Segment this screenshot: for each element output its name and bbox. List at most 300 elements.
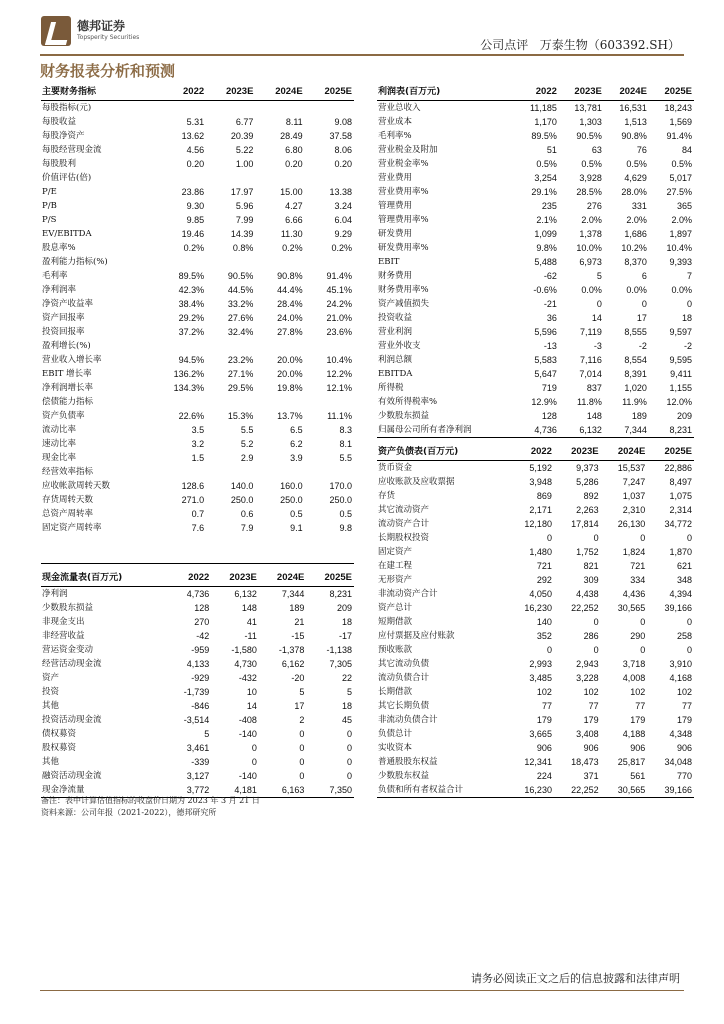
year-header: 2024E [255,84,304,101]
cell-value: 5,596 [534,327,557,337]
cell-value: 8,231 [329,589,352,599]
cell-value: 0 [686,617,692,627]
cell-value: 837 [586,383,602,393]
row-label: 长期借款 [378,687,413,697]
cell-value: 11.9% [622,397,647,407]
table-row [41,325,354,339]
cell-value: 3,910 [669,659,692,669]
row-label: 每股股利 [42,159,77,169]
cell-value: 7.99 [235,215,254,225]
cell-value: 4,436 [622,589,646,599]
cell-value: 0.6 [240,509,254,519]
table-row [41,549,354,564]
cell-value [206,465,255,479]
cell-value: 77 [681,701,692,711]
cell-value: 3.2 [191,439,205,449]
cell-value: 292 [536,575,552,585]
table-row [377,199,694,213]
cell-value: -1,739 [183,687,210,697]
table-row [41,297,354,311]
row-label: 营业外收支 [378,341,421,351]
cell-value [305,171,354,185]
row-label: 现金净流量 [41,783,167,798]
cell-value: 4,133 [186,659,210,669]
cell-value: 160.0 [280,481,303,491]
cell-value: 77 [541,701,552,711]
cell-value: 1,037 [622,491,646,501]
cell-value: 3,772 [167,783,212,798]
cell-value: 5.31 [186,117,205,127]
table-row [377,727,694,741]
cell-value: 102 [630,687,646,697]
cell-value: 136.2% [173,369,205,379]
cell-value: 29.5% [227,383,254,393]
cell-value: 1,170 [534,117,557,127]
cell-value: 12.9% [531,397,557,407]
row-label: 经营活动现金流 [42,659,102,669]
row-label: 净资产收益率 [42,299,94,309]
table-row [41,143,354,157]
cell-value: 10.2% [621,243,647,253]
cell-value: 39,166 [647,783,694,798]
cell-value: 209 [336,603,352,613]
row-label: 毛利率% [378,131,412,141]
cell-value [152,101,206,116]
cell-value: 290 [630,631,646,641]
cell-value: 33.2% [227,299,254,309]
cell-value: 34,772 [664,519,692,529]
cell-value: 1,020 [624,383,647,393]
cell-value: 23.2% [227,355,254,365]
row-label: EBIT [378,257,400,267]
table-row [377,517,694,531]
cell-value: 0.0% [626,285,647,295]
cell-value: 0 [640,645,646,655]
cell-value: 0.5% [626,159,647,169]
cell-value: -11 [244,631,257,641]
cell-value: 179 [676,715,692,725]
table-row [41,423,354,437]
cell-value [152,255,206,269]
row-label: 研发费用 [378,229,413,239]
table-row [377,629,694,643]
cell-value: 0 [593,533,599,543]
cell-value: 76 [636,145,647,155]
cell-value: 23.6% [326,327,352,337]
cell-value: 0 [299,729,305,739]
row-label: 流动负债合计 [378,673,430,683]
row-label: 投资收益 [378,313,413,323]
cell-value: 0 [640,533,646,543]
cell-value: 4,736 [186,589,210,599]
year-header: 2022 [167,570,212,587]
cell-value: 10.4% [666,243,692,253]
table-row [377,461,694,476]
cell-value: 0.2% [183,243,205,253]
cell-value: 102 [583,687,599,697]
cell-value: 22 [341,673,352,683]
row-label: 财务费用率% [378,285,429,295]
cell-value: 4,050 [529,589,552,599]
table-row [377,423,694,438]
cell-value: 134.3% [173,383,205,393]
table-row [377,115,694,129]
cell-value: 16,230 [507,783,554,798]
cell-value: 1,075 [669,491,692,501]
cell-value: 0.20 [285,159,303,169]
row-label: 每股经营现金流 [42,145,102,155]
table-row [41,367,354,381]
cell-value: 892 [583,491,599,501]
cell-value: 906 [630,743,646,753]
row-label: 固定资产 [378,547,413,557]
row-label: EBITDA [378,369,413,379]
year-header: 2022 [152,84,206,101]
table-row [377,573,694,587]
cell-value: 16,230 [524,603,552,613]
cell-value: 276 [586,201,602,211]
cell-value: 18 [681,313,692,323]
table-row [377,409,694,423]
table-row [377,269,694,283]
cell-value: 6.04 [334,215,352,225]
cell-value: 17 [636,313,647,323]
cell-value [152,465,206,479]
cell-value: 94.5% [178,355,205,365]
table-title: 主要财务指标 [41,84,152,101]
cell-value: 102 [676,687,692,697]
cell-value: 4,438 [576,589,599,599]
table-row [41,587,354,602]
year-header: 2025E [649,84,694,101]
row-label: 盈利增长(%) [42,341,91,351]
cell-value: 3,948 [529,477,552,487]
table-row [377,615,694,629]
row-label: 利润总额 [378,355,413,365]
table-row [41,615,354,629]
cell-value: 3,928 [579,173,602,183]
cell-value: 24.0% [277,313,303,323]
year-header: 2022 [507,444,554,461]
cell-value [206,255,255,269]
row-label: 非现金支出 [42,617,85,627]
footer-disclaimer: 请务必阅读正文之后的信息披露和法律声明 [471,972,680,985]
cell-value: 10.0% [576,243,602,253]
cell-value: -929 [191,673,210,683]
cell-value: 18 [341,701,352,711]
table-row [377,241,694,255]
cell-value: 179 [630,715,646,725]
table-row [377,353,694,367]
row-label: 营运资金变动 [42,645,94,655]
table-row [377,657,694,671]
table-row [41,451,354,465]
cell-value: 9,393 [669,257,692,267]
cell-value: 0.2% [282,243,303,253]
cell-value: 27.1% [227,369,254,379]
cell-value [206,535,255,549]
company-name: 万泰生物（603392.SH） [539,38,680,52]
year-header: 2025E [305,84,354,101]
table-row [41,213,354,227]
row-label: 净利润增长率 [42,383,94,393]
cell-value: 3.5 [191,425,205,435]
table-header-row [41,570,354,587]
cell-value: 10 [246,687,257,697]
valuation-note: 备注：表中计算估值指标的收盘价日期为 2023 年 3 月 21 日 [41,796,260,805]
cell-value: 4,348 [669,729,692,739]
cell-value: 270 [194,617,210,627]
cell-value: -1,138 [326,645,352,655]
cell-value: 6.80 [285,145,303,155]
cell-value: 0.20 [334,159,352,169]
cell-value [305,395,354,409]
row-label: P/B [42,201,57,211]
cell-value: 6,163 [259,783,307,798]
cell-value: 7,305 [329,659,352,669]
cell-value: 7,247 [622,477,646,487]
table-row [41,353,354,367]
cell-value [206,101,255,116]
table-title: 现金流量表(百万元) [41,570,167,587]
row-label: 投资活动现金流 [42,715,102,725]
table-title: 利润表(百万元) [377,84,515,101]
cell-value: 18 [341,617,352,627]
table-row [41,755,354,769]
cell-value: 36 [546,313,557,323]
cell-value [206,549,255,564]
cell-value: 4,730 [234,659,257,669]
table-row [377,489,694,503]
cell-value: 6,973 [579,257,602,267]
cell-value: 17 [294,701,305,711]
cell-value: 5,488 [534,257,557,267]
cell-value: 17,814 [571,519,599,529]
cell-value: 19.8% [277,383,303,393]
cell-value: 102 [536,687,552,697]
cell-value: 128 [541,411,557,421]
cell-value: -15 [291,631,305,641]
cell-value: 8.11 [285,117,303,127]
row-label: 速动比率 [42,439,77,449]
cell-value: 334 [630,575,646,585]
cell-value: 770 [676,771,692,781]
cell-value: 3.9 [290,453,303,463]
cell-value: 9.08 [334,117,352,127]
row-label: 投资回报率 [42,327,85,337]
table-row [41,535,354,549]
footer-divider [40,990,684,991]
table-row [377,559,694,573]
cell-value: 250.0 [329,495,352,505]
row-label: 其它长期负债 [378,701,430,711]
cell-value: 0 [640,617,646,627]
table-row [377,503,694,517]
table-row [41,381,354,395]
row-label: P/E [42,187,57,197]
table-title: 资产负债表(百万元) [377,444,507,461]
cell-value: 371 [583,771,599,781]
cell-value: 4,008 [622,673,646,683]
cell-value [305,101,354,116]
cell-value: 1,513 [624,117,647,127]
table-row [41,311,354,325]
cell-value: 44.5% [227,285,254,295]
cell-value: 189 [631,411,647,421]
cell-value: 348 [676,575,692,585]
row-label: P/S [42,215,57,225]
cell-value: 12.0% [666,397,692,407]
row-label: 有效所得税率% [378,397,438,407]
table-row [41,479,354,493]
cell-value: 0 [299,771,305,781]
cell-value: 45.1% [326,285,352,295]
cell-value: -42 [196,631,210,641]
table-row [377,531,694,545]
table-row [377,587,694,601]
cell-value: 5.22 [235,145,254,155]
cell-value: 0 [346,729,352,739]
cell-value: -20 [291,673,305,683]
cell-value: 8,370 [624,257,647,267]
row-label: 少数股东权益 [378,771,430,781]
balance-sheet-table [377,444,694,798]
table-row [41,713,354,727]
cell-value: 179 [583,715,599,725]
cell-value: -140 [238,771,257,781]
cell-value [305,255,354,269]
cell-value: 91.4% [666,131,692,141]
cell-value: 9.1 [290,523,303,533]
cell-value: 2.1% [536,215,557,225]
cell-value: 2.9 [240,453,254,463]
cell-value: -432 [238,673,257,683]
cell-value: 3,665 [529,729,552,739]
cell-value: 309 [583,575,599,585]
cell-value: 16,531 [619,103,647,113]
cell-value: 821 [583,561,599,571]
cell-value: 11,185 [530,103,557,113]
row-label: 营业收入增长率 [42,355,102,365]
cell-value: 5.5 [339,453,352,463]
table-row [377,643,694,657]
cell-value [152,339,206,353]
cell-value: 5,647 [534,369,557,379]
cell-value: 0 [593,645,599,655]
cell-value: 15.3% [227,411,254,421]
row-label: 融资活动现金流 [42,771,102,781]
table-row [41,521,354,535]
row-label: 少数股东损益 [42,603,94,613]
table-row [377,129,694,143]
cell-value: 721 [536,561,552,571]
row-label: 长期股权投资 [378,533,430,543]
logo-text-en: Topsperity Securities [77,34,140,41]
row-label: 资产 [42,673,60,683]
cell-value: 3,718 [622,659,646,669]
row-label: EV/EBITDA [42,229,92,239]
row-label: 应付票据及应付账款 [378,631,455,641]
cell-value: 189 [289,603,305,613]
table-row [377,699,694,713]
cell-value: 0.5% [536,159,557,169]
cell-value: 4,188 [622,729,646,739]
table-row [41,769,354,783]
cell-value: 0 [546,533,552,543]
row-label: 净利润率 [42,285,77,295]
row-label: 负债总计 [378,729,413,739]
row-label: 负债和所有者权益合计 [377,783,507,798]
row-label: 资产总计 [378,603,413,613]
row-label: 普通股股东权益 [378,757,438,767]
row-label: 无形资产 [378,575,413,585]
row-label: 非流动负债合计 [378,715,438,725]
cell-value: 1,870 [669,547,692,557]
cell-value: 352 [536,631,552,641]
cell-value: 20.0% [277,369,303,379]
cell-value: 7,350 [306,783,354,798]
cell-value: 250.0 [230,495,254,505]
cell-value: 12,180 [524,519,552,529]
year-header: 2025E [647,444,694,461]
cell-value: 5.5 [240,425,254,435]
cell-value: 30,565 [617,603,646,613]
cell-value: 9,595 [669,355,692,365]
row-label: 应收账款及应收票据 [378,477,455,487]
table-row [377,283,694,297]
cell-value: -1,580 [231,645,257,655]
row-label: EBIT 增长率 [42,369,92,379]
row-label: 股息率% [42,243,76,253]
cell-value: -959 [191,645,210,655]
row-label: 其它流动负债 [378,659,430,669]
cell-value: 148 [586,411,602,421]
row-label: 流动资产合计 [378,519,430,529]
cell-value [152,549,206,564]
table-row [377,685,694,699]
cell-value: 14 [246,701,257,711]
cell-value: 12.2% [326,369,352,379]
cell-value: 140 [536,617,552,627]
cell-value: 0 [641,299,647,309]
cell-value: 5 [204,729,210,739]
cell-value [206,171,255,185]
cash-flow-table [41,570,354,798]
table-row [41,129,354,143]
cell-value: 23.86 [181,187,205,197]
cell-value: 4.56 [186,145,205,155]
row-label: 营业费用率% [378,187,429,197]
year-header: 2023E [554,444,601,461]
cell-value: 209 [676,411,692,421]
row-label: 短期借款 [378,617,413,627]
cell-value: 2,943 [576,659,599,669]
table-row [377,713,694,727]
cell-value: 6.2 [290,439,303,449]
cell-value: 20.39 [230,131,254,141]
cell-value: 1,569 [669,117,692,127]
cell-value: 63 [591,145,602,155]
row-label: 非流动资产合计 [378,589,438,599]
cell-value: -3,514 [183,715,210,725]
cell-value: 28.5% [576,187,602,197]
table-row [377,325,694,339]
table-row [377,601,694,615]
row-label: 在建工程 [378,561,413,571]
cell-value: 5 [596,271,602,281]
cell-value: -3 [593,341,602,351]
cell-value [255,535,304,549]
